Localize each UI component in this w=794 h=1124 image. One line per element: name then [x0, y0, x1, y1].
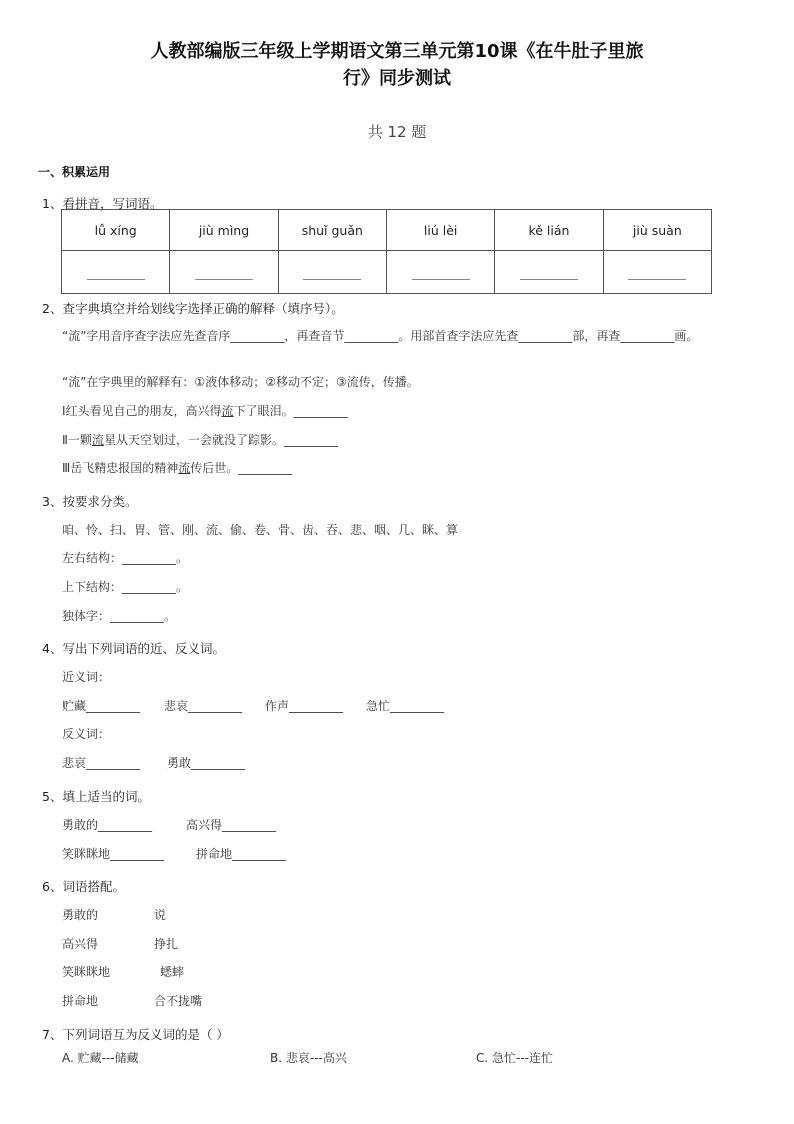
pinyin-cell: liú lèi: [386, 210, 494, 251]
section-heading: 一、积累运用: [38, 165, 111, 179]
q2-line-1: “流”字用音序查字法应先查音序_________，再查音节_________。用部首查字法应先查_________部，再查_________画。: [62, 329, 699, 343]
pinyin-cell: jiù suàn: [603, 210, 711, 251]
answer-blank: [412, 265, 470, 280]
q6-left-item: 拼命地: [62, 994, 99, 1008]
sentence-text: Ⅰ红头看见自己的朋友，高兴得: [62, 404, 222, 418]
q2-sentence-1: [62, 402, 348, 419]
q6-left-item: 高兴得: [62, 937, 99, 951]
q5-item: 拼命地_________: [196, 847, 287, 861]
answer-cell[interactable]: [62, 251, 170, 294]
answer-cell[interactable]: [495, 251, 603, 294]
q4-syn-item: 作声_________: [265, 699, 344, 713]
sentence-text: Ⅱ一颗: [62, 433, 92, 447]
q4-ant-item: 勇敢_________: [167, 756, 246, 770]
answer-blank: [628, 265, 686, 280]
q4-syn-label: 近义词：: [62, 670, 111, 684]
q4-label: 4、写出下列词语的近、反义词。: [42, 641, 225, 656]
sentence-text: Ⅲ岳飞精忠报国的精神: [62, 461, 179, 475]
answer-cell[interactable]: [603, 251, 711, 294]
underlined-char: 流: [221, 404, 234, 418]
title-line-1: 人教部编版三年级上学期语文第三单元第10课《在牛肚子里旅: [150, 41, 644, 62]
answer-blank: [195, 265, 253, 280]
underlined-char: 流: [91, 433, 104, 447]
q5-label: 5、填上适当的词。: [42, 789, 150, 804]
q6-right-item: 合不拢嘴: [154, 994, 203, 1008]
answer-blank: [303, 265, 361, 280]
pinyin-cell: lǚ xíng: [62, 210, 170, 251]
q1-label: 1、看拼音，写词语。: [42, 196, 163, 211]
answer-blank: [520, 265, 578, 280]
pinyin-table: [61, 209, 712, 294]
q6-right-item: 挣扎: [154, 937, 179, 951]
sentence-text: 下了眼泪。_________: [233, 404, 348, 418]
q5-item: 笑眯眯地_________: [62, 847, 165, 861]
q4-syn-item: 急忙_________: [366, 699, 445, 713]
title-line-2: 行》同步测试: [343, 68, 451, 89]
underlined-char: 流: [178, 461, 191, 475]
q7-option-b[interactable]: B. 悲哀---高兴: [270, 1051, 347, 1065]
q6-right-item: 蟋蟀: [160, 965, 185, 979]
q3-single: 独体字：_________。: [62, 609, 177, 623]
q7-option-c[interactable]: C. 急忙---连忙: [476, 1051, 553, 1065]
q3-top-bottom: 上下结构：_________。: [62, 580, 189, 594]
pinyin-cell: jiù mìng: [170, 210, 278, 251]
q3-chars: 咱、怜、扫、胃、管、刚、流、偷、卷、骨、齿、吞、悲、咽、几、眯、算: [62, 523, 459, 537]
sentence-text: 星从天空划过，一会就没了踪影。_________: [103, 433, 338, 447]
q6-right-item: 说: [154, 908, 167, 922]
q3-left-right: 左右结构：_________。: [62, 551, 189, 565]
q6-left-item: 笑眯眯地: [62, 965, 111, 979]
answer-cell[interactable]: [170, 251, 278, 294]
q2-sentence-3: [62, 459, 292, 476]
q4-syn-item: 贮藏_________: [62, 699, 141, 713]
sentence-text: 传后世。_________: [190, 461, 293, 475]
q2-label: 2、查字典填空并给划线字选择正确的解释（填序号）。: [42, 301, 344, 316]
q5-item: 勇敢的_________: [62, 818, 153, 832]
q5-item: 高兴得_________: [186, 818, 277, 832]
answer-cell[interactable]: [278, 251, 386, 294]
answer-blank: [87, 265, 145, 280]
pinyin-cell: shuǐ guǎn: [278, 210, 386, 251]
question-count: 共 12 题: [367, 123, 427, 141]
q4-syn-item: 悲哀_________: [164, 699, 243, 713]
q7-option-a[interactable]: A. 贮藏---储藏: [62, 1051, 139, 1065]
q6-left-item: 勇敢的: [62, 908, 99, 922]
q3-label: 3、按要求分类。: [42, 494, 138, 509]
page-title: [100, 38, 694, 92]
q2-sentence-2: [62, 431, 338, 448]
q7-label: 7、下列词语互为反义词的是（ ）: [42, 1027, 229, 1042]
answer-cell[interactable]: [386, 251, 494, 294]
q2-line-2: “流”在字典里的解释有：①液体移动；②移动不定；③流传，传播。: [62, 375, 419, 389]
q4-ant-label: 反义词：: [62, 727, 111, 741]
q6-label: 6、词语搭配。: [42, 879, 125, 894]
pinyin-cell: kě lián: [495, 210, 603, 251]
q4-ant-item: 悲哀_________: [62, 756, 141, 770]
